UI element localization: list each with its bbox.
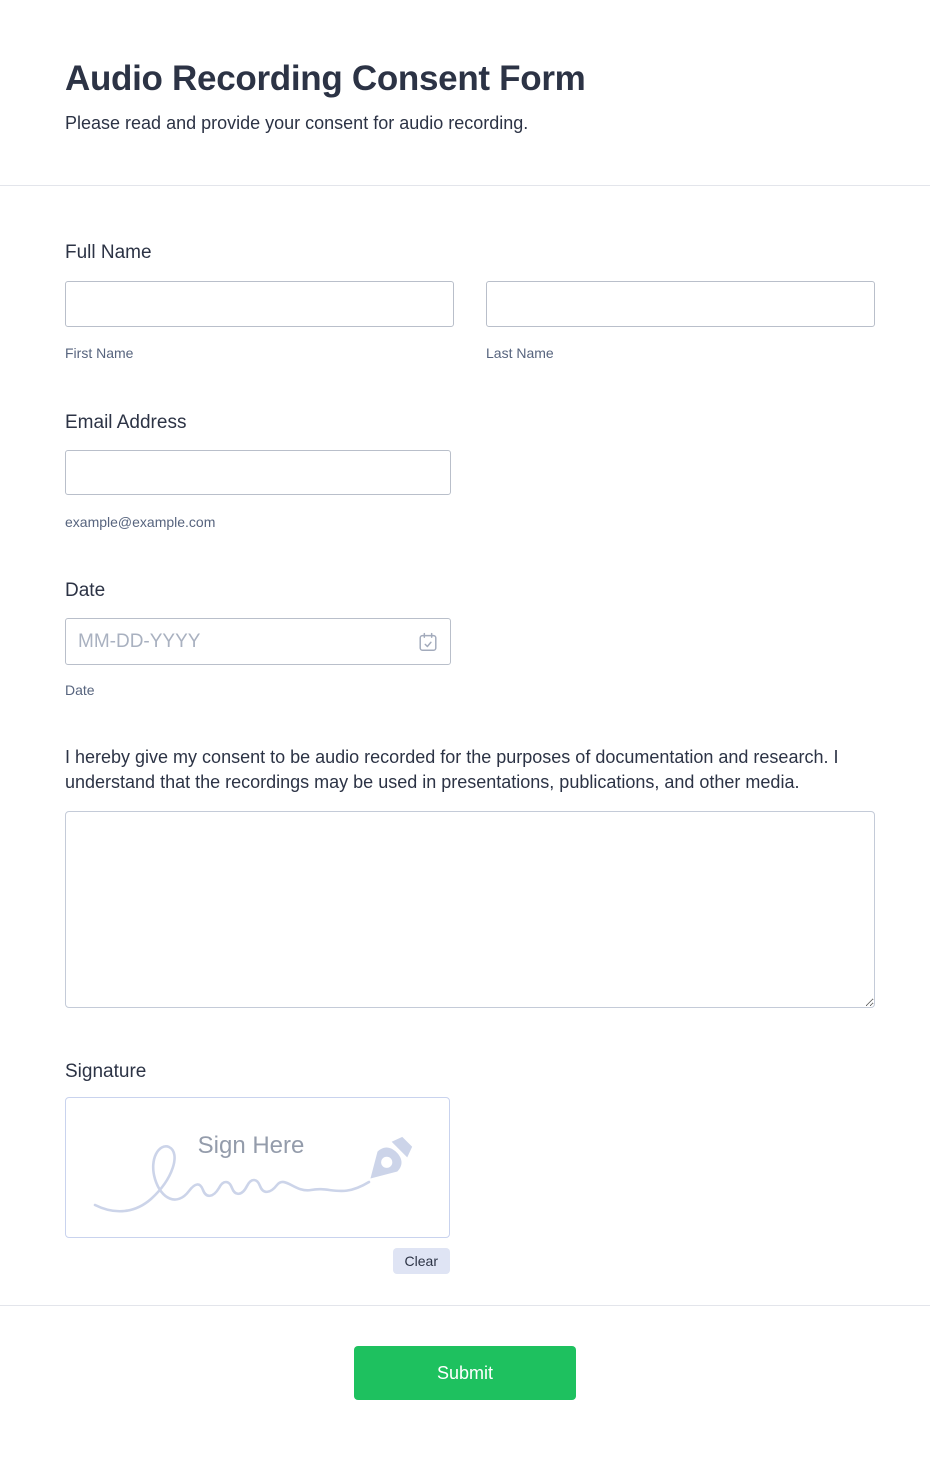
last-name-column [486, 281, 875, 362]
signature-label: Signature [65, 1061, 147, 1082]
date-input-wrapper [65, 618, 451, 665]
consent-textarea[interactable] [65, 811, 875, 1008]
consent-section [65, 745, 875, 1008]
email-hint: example@example.com [65, 514, 216, 530]
calendar-icon[interactable] [417, 631, 439, 653]
submit-row [0, 1306, 930, 1453]
signature-clear-button[interactable]: Clear [393, 1248, 450, 1274]
sign-here-text: Sign Here [197, 1132, 304, 1159]
page-title: Audio Recording Consent Form [65, 59, 586, 98]
email-input[interactable] [65, 450, 451, 495]
first-name-input[interactable] [65, 281, 454, 327]
form-body [0, 240, 930, 1274]
submit-button[interactable]: Submit [354, 1346, 576, 1400]
signature-section [65, 1059, 875, 1274]
signature-actions [65, 1248, 450, 1274]
first-name-sublabel: First Name [65, 345, 134, 361]
date-label: Date [65, 580, 106, 601]
date-field-section [65, 578, 875, 699]
last-name-input[interactable] [486, 281, 875, 327]
signature-placeholder-graphic [83, 1105, 433, 1230]
date-input[interactable] [65, 618, 451, 665]
full-name-field [65, 240, 875, 362]
page-subtitle: Please read and provide your consent for audio recording. [65, 113, 529, 133]
date-sublabel: Date [65, 682, 95, 698]
email-label: Email Address [65, 412, 187, 433]
name-inputs-row [65, 281, 875, 362]
first-name-column [65, 281, 454, 362]
email-field-section [65, 410, 875, 531]
consent-statement: I hereby give my consent to be audio recorded for the purposes of documentation and research. I understand that the recordings may be used in presentations, publications, and other media. [65, 747, 839, 792]
header-divider [0, 185, 930, 186]
full-name-label: Full Name [65, 242, 152, 263]
pen-nib-icon [360, 1132, 417, 1189]
signature-pad[interactable] [65, 1097, 450, 1238]
form-header [0, 0, 930, 135]
last-name-sublabel: Last Name [486, 345, 554, 361]
